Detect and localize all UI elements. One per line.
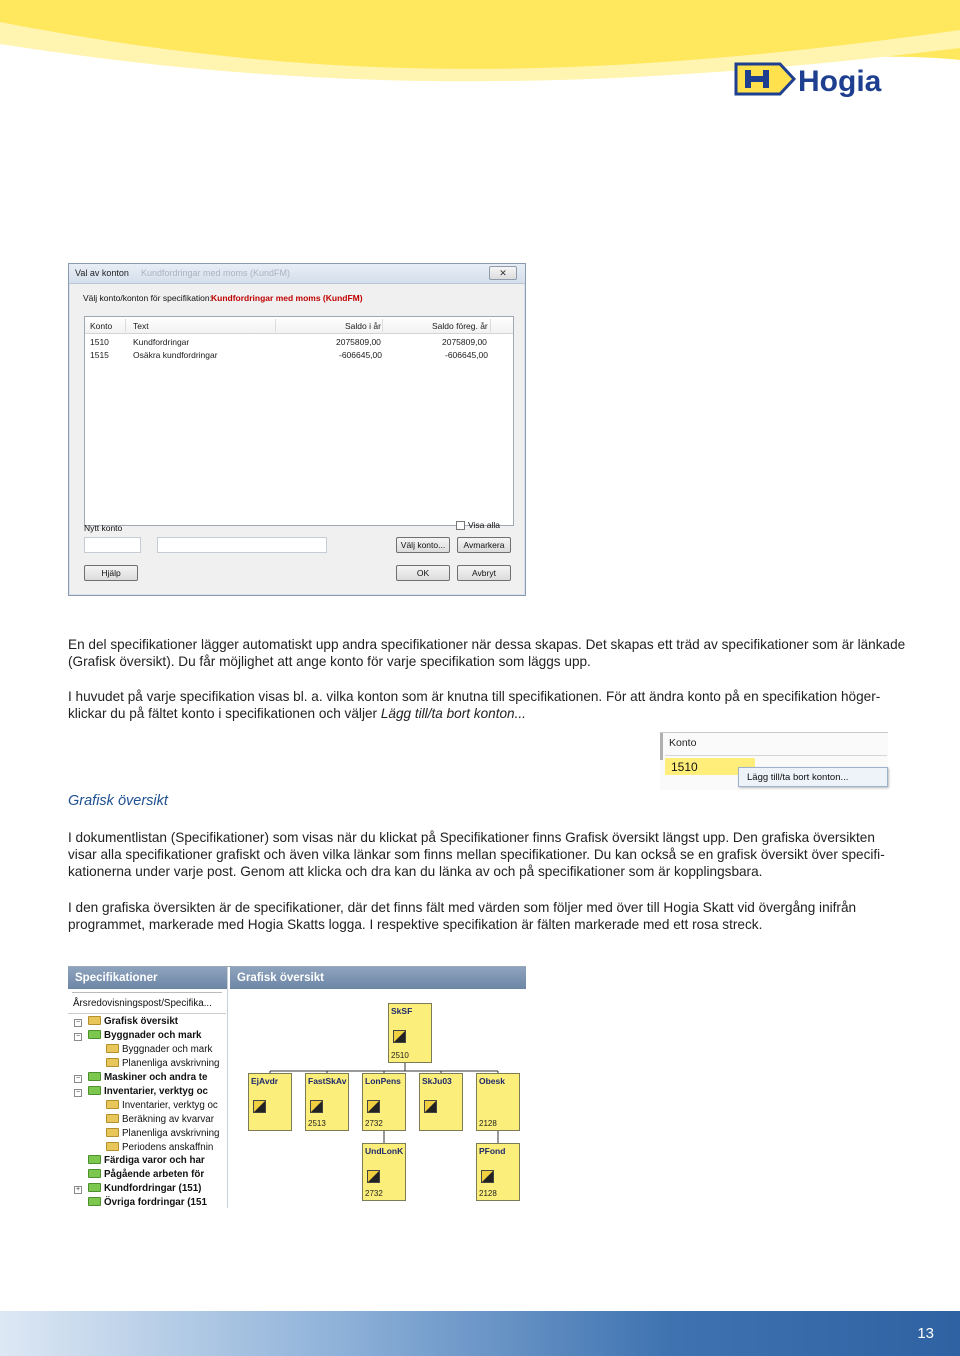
graph-node[interactable]: [362, 1143, 406, 1201]
tree-item[interactable]: Övriga fordringar (151: [88, 1197, 207, 1208]
col-konto[interactable]: Konto: [90, 321, 113, 331]
folder-icon: [106, 1100, 119, 1109]
node-value: 2732: [365, 1119, 383, 1128]
graph-panel: [230, 967, 526, 1208]
specifications-panel-title: Specifikationer: [68, 967, 227, 989]
row-text: Osäkra kundfordringar: [133, 350, 218, 360]
konto-header: Konto: [669, 737, 697, 749]
folder-icon: [88, 1086, 101, 1095]
hogia-skatt-icon: [253, 1100, 266, 1113]
tree-item[interactable]: Inventarier, verktyg oc: [106, 1100, 218, 1111]
dialog-prompt: Välj konto/konton för specifikation:: [83, 293, 212, 303]
account-dialog: [68, 263, 526, 596]
dialog-title: Val av konton: [75, 268, 129, 278]
menu-item-add-remove-accounts[interactable]: Lägg till/ta bort konton...: [747, 772, 849, 783]
paragraph-3-line-1: I dokumentlistan (Specifikationer) som visas när du klickat på Specifikationer finns Grafisk översikt längst upp. Den grafiska översikten: [68, 830, 875, 845]
paragraph-1-line-1: En del specifikationer lägger automatiskt upp andra specifikationer när dessa skapas. Det skapas ett träd av specifikationer som är länkade: [68, 637, 906, 652]
dialog-titlebar: [69, 264, 525, 284]
node-label: LonPens: [365, 1076, 401, 1086]
hogia-skatt-icon: [424, 1100, 437, 1113]
folder-icon: [88, 1169, 101, 1178]
folder-icon: [88, 1197, 101, 1206]
tree-item[interactable]: Pågående arbeten för: [88, 1169, 204, 1180]
paragraph-2-line-1: I huvudet på varje specifikation visas bl. a. vilka konton som är knutna till specifikationen. För att ändra konto på en specifikation höger-: [68, 689, 881, 704]
list-header: [85, 317, 513, 334]
collapse-icon[interactable]: −: [75, 1075, 81, 1082]
folder-icon: [106, 1044, 119, 1053]
tree-item[interactable]: Kundfordringar (151): [88, 1183, 201, 1194]
tree-item[interactable]: Byggnader och mark: [106, 1044, 212, 1055]
folder-icon: [106, 1114, 119, 1123]
folder-icon: [106, 1142, 119, 1151]
tree-item[interactable]: Maskiner och andra te: [88, 1072, 207, 1083]
node-label: FastSkAv: [308, 1076, 347, 1086]
graph-node[interactable]: [419, 1073, 463, 1131]
node-value: 2510: [391, 1051, 409, 1060]
folder-icon: [106, 1058, 119, 1067]
paragraph-2-line-2: [68, 705, 526, 722]
page-number: 13: [917, 1325, 934, 1342]
paragraph-4-line-2: programmet, markerade med Hogia Skatts logga. I respektive specifikation är fälten markerade med ett rosa streck.: [68, 917, 763, 932]
row-saldo: 2075809,00: [336, 337, 381, 347]
context-menu: [738, 767, 888, 787]
show-all-label: Visa alla: [468, 520, 500, 530]
graph-node[interactable]: [305, 1073, 349, 1131]
collapse-icon[interactable]: −: [75, 1089, 81, 1096]
tree-header[interactable]: Årsredovisningspost/Specifika...: [73, 998, 212, 1009]
new-account-input[interactable]: [84, 537, 141, 553]
tree-item[interactable]: Periodens anskaffnin: [106, 1142, 213, 1153]
col-saldo-prev[interactable]: Saldo föreg. år: [432, 321, 488, 331]
folder-icon: [88, 1030, 101, 1039]
node-label: Obesk: [479, 1076, 505, 1086]
graph-node[interactable]: [248, 1073, 292, 1131]
hogia-skatt-icon: [367, 1100, 380, 1113]
konto-value[interactable]: 1510: [671, 760, 698, 774]
row-saldo-prev: -606645,00: [445, 350, 489, 360]
collapse-icon[interactable]: −: [75, 1033, 81, 1040]
choose-account-button[interactable]: Välj konto...: [396, 537, 450, 553]
node-value: 2513: [308, 1119, 326, 1128]
specifications-panel: [68, 967, 228, 1208]
specifications-screenshot: [68, 966, 526, 1207]
tree-item[interactable]: Färdiga varor och har: [88, 1155, 205, 1166]
graph-node[interactable]: [388, 1003, 432, 1063]
tree-item-grafisk-oversikt[interactable]: Grafisk översikt: [88, 1016, 178, 1027]
new-account-text-input[interactable]: [157, 537, 327, 553]
close-button[interactable]: ✕: [489, 266, 517, 280]
paragraph-3-line-3: kationerna under varje post. Genom att klicka och dra kan du länka av och på specifikationer som är kopplingsbara.: [68, 864, 763, 879]
paragraph-4-line-1: I den grafiska översikten är de specifikationer, där det finns fält med värden som följer med över till Hogia Skatt vid övergång inifrån: [68, 900, 857, 915]
hogia-skatt-icon: [393, 1030, 406, 1043]
tree-item[interactable]: Inventarier, verktyg oc: [88, 1086, 208, 1097]
row-konto: 1510: [90, 337, 109, 347]
node-label: SkSF: [391, 1006, 413, 1016]
paragraph-1-line-2: (Grafisk översikt). Du får möjlighet att ange konto för varje specifikation som läggs upp.: [68, 654, 591, 669]
section-heading: Grafisk översikt: [68, 793, 168, 809]
expand-icon[interactable]: +: [75, 1186, 81, 1193]
svg-text:Hogia: Hogia: [798, 65, 882, 98]
hogia-skatt-icon: [481, 1170, 494, 1183]
table-row[interactable]: [85, 349, 513, 362]
node-label: UndLonK: [365, 1146, 404, 1156]
node-label: SkJu03: [422, 1076, 452, 1086]
folder-icon: [106, 1128, 119, 1137]
ok-button[interactable]: OK: [396, 565, 450, 581]
paragraph-2-text: klickar du på fältet konto i specifikationen och väljer: [68, 706, 381, 721]
menu-reference: Lägg till/ta bort konton...: [380, 706, 526, 721]
node-value: 2732: [365, 1189, 383, 1198]
node-label: PFond: [479, 1146, 506, 1156]
show-all-checkbox[interactable]: [456, 521, 465, 530]
table-row[interactable]: [85, 336, 513, 349]
node-label: EjAvdr: [251, 1076, 279, 1086]
col-saldo[interactable]: Saldo i år: [345, 321, 381, 331]
folder-icon: [88, 1155, 101, 1164]
unmark-button[interactable]: Avmarkera: [457, 537, 511, 553]
folder-icon: [88, 1016, 101, 1025]
konto-field-snippet: [660, 732, 888, 790]
graph-panel-title: Grafisk översikt: [230, 967, 526, 989]
graph-node[interactable]: [362, 1073, 406, 1131]
help-button[interactable]: Hjälp: [84, 565, 138, 581]
col-text[interactable]: Text: [133, 321, 149, 331]
cancel-button[interactable]: Avbryt: [457, 565, 511, 581]
row-konto: 1515: [90, 350, 109, 360]
row-text: Kundfordringar: [133, 337, 190, 347]
node-value: 2128: [479, 1189, 497, 1198]
tree-item[interactable]: Planenliga avskrivning: [106, 1058, 219, 1069]
tree-item[interactable]: Planenliga avskrivning: [106, 1128, 219, 1139]
new-account-label: Nytt konto: [84, 523, 123, 533]
footer-bar: [0, 1311, 960, 1356]
folder-icon: [88, 1072, 101, 1081]
account-list[interactable]: [84, 316, 514, 526]
row-saldo-prev: 2075809,00: [442, 337, 487, 347]
spec-name: Kundfordringar med moms (KundFM): [211, 293, 363, 303]
graph-node[interactable]: [476, 1073, 520, 1131]
node-value: 2128: [479, 1119, 497, 1128]
tree-item[interactable]: Beräkning av kvarvar: [106, 1114, 214, 1125]
collapse-icon[interactable]: −: [75, 1019, 81, 1026]
dialog-title-ghost: Kundfordringar med moms (KundFM): [141, 268, 291, 278]
hogia-skatt-icon: [310, 1100, 323, 1113]
tree-item[interactable]: Byggnader och mark: [88, 1030, 201, 1041]
row-saldo: -606645,00: [339, 350, 383, 360]
graph-node[interactable]: [476, 1143, 520, 1201]
folder-icon: [88, 1183, 101, 1192]
hogia-skatt-icon: [367, 1170, 380, 1183]
paragraph-3-line-2: visar alla specifikationer grafiskt och även vilka länkar som finns mellan specifikationer. Du kan också se en grafisk översikt över specifi-: [68, 847, 885, 862]
hogia-logo: [732, 56, 896, 102]
